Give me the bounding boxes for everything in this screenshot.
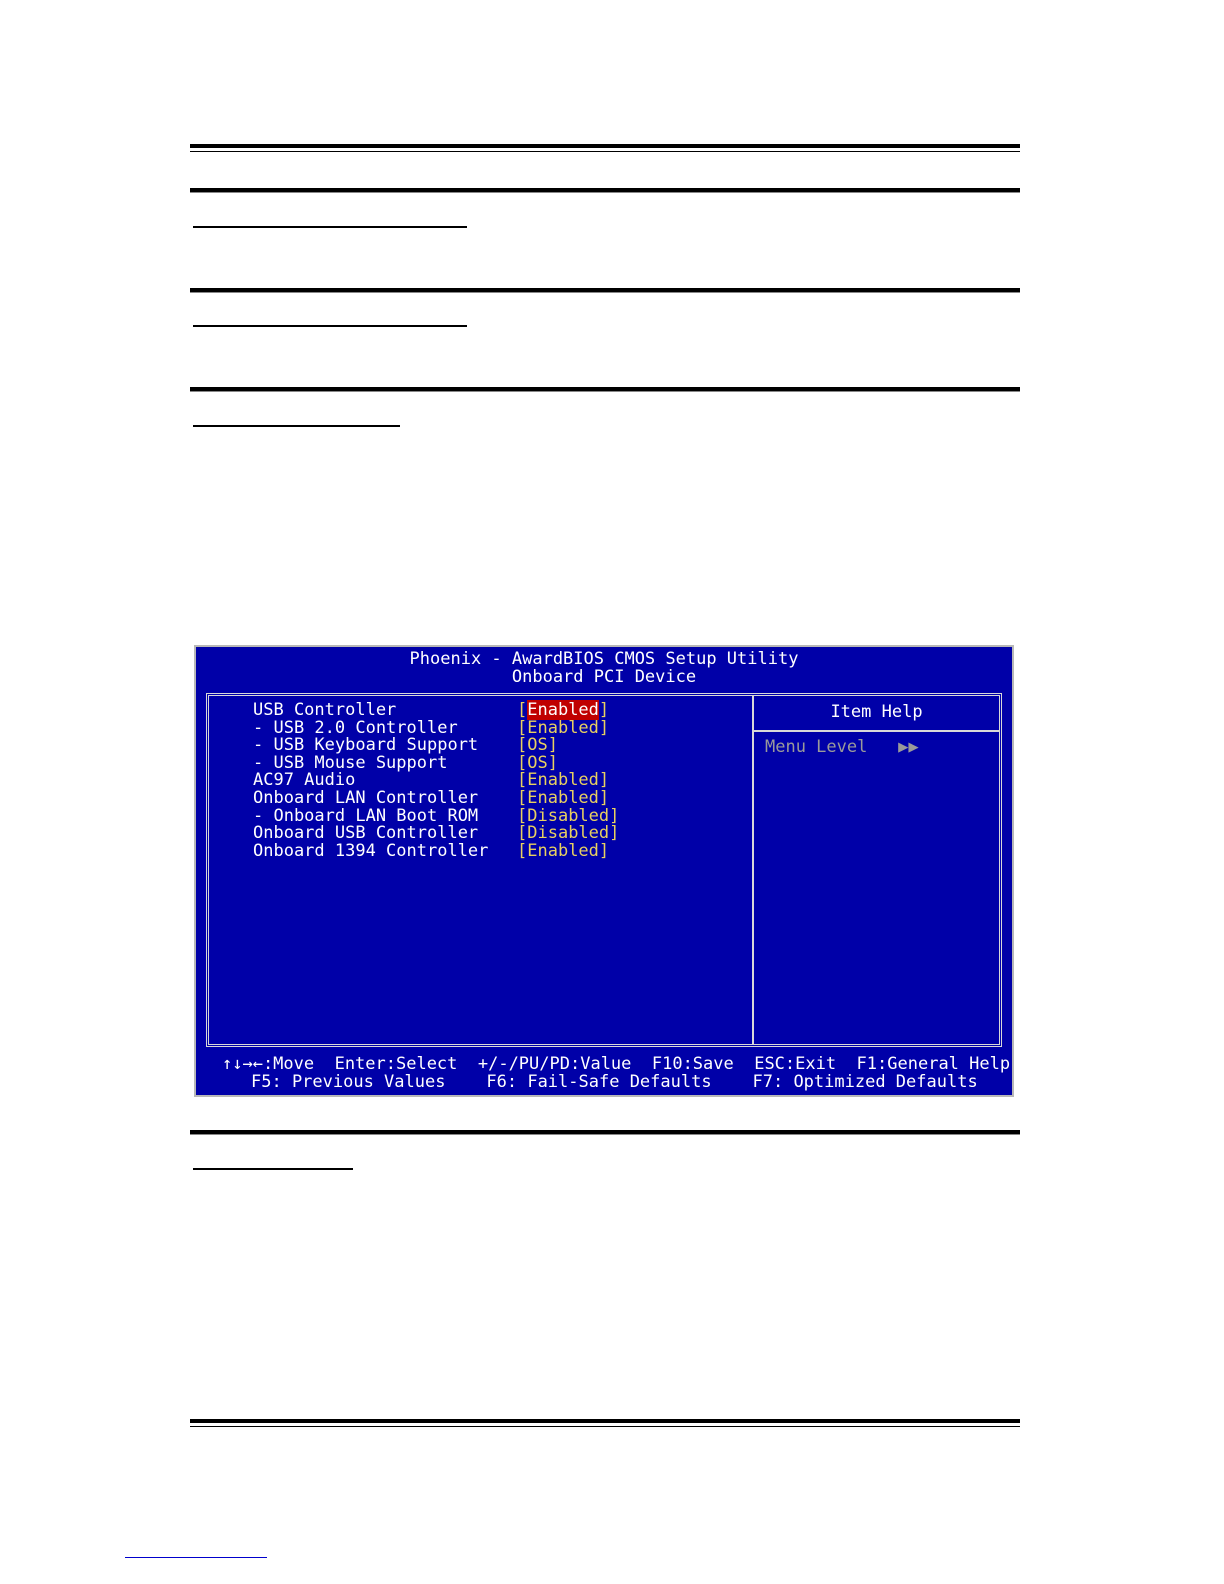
setting-value[interactable]: [OS] bbox=[517, 752, 558, 773]
setting-value-text: Enabled bbox=[527, 717, 599, 738]
setting-label: Onboard USB Controller bbox=[253, 823, 479, 844]
item-help-heading: Item Help bbox=[830, 702, 923, 722]
setting-value[interactable]: [Enabled] bbox=[517, 700, 610, 720]
setting-label: - USB Keyboard Support bbox=[253, 735, 479, 756]
setting-label: - USB Mouse Support bbox=[253, 752, 448, 773]
setting-label: Onboard 1394 Controller bbox=[253, 840, 489, 861]
bios-screenshot bbox=[194, 645, 1014, 1097]
setting-value[interactable]: [Disabled] bbox=[517, 805, 620, 826]
bios-footer-keys: ↑↓→←:Move Enter:Select +/-/PU/PD:Value F10:Save ESC:Exit F1:General Help bbox=[222, 1054, 1011, 1074]
setting-label: - Onboard LAN Boot ROM bbox=[253, 805, 479, 826]
bios-subtitle: Onboard PCI Device bbox=[511, 667, 697, 687]
setting-value-text: OS bbox=[527, 735, 548, 756]
bios-main-panel bbox=[206, 693, 1002, 1047]
underline-4 bbox=[193, 1168, 353, 1170]
footer-link-underline bbox=[125, 1557, 267, 1558]
setting-value-text: Disabled bbox=[527, 805, 610, 826]
setting-value[interactable]: [Enabled] bbox=[517, 717, 610, 738]
help-separator bbox=[754, 730, 999, 732]
section-rule-1 bbox=[190, 188, 1020, 193]
underline-2 bbox=[193, 325, 467, 327]
bios-footer-defaults: F5: Previous Values F6: Fail-Safe Defaults F7: Optimized Defaults bbox=[251, 1072, 978, 1092]
setting-value[interactable]: [Enabled] bbox=[517, 787, 610, 808]
setting-value-text: Enabled bbox=[527, 787, 599, 808]
setting-value-text: OS bbox=[527, 752, 548, 773]
bios-title: Phoenix - AwardBIOS CMOS Setup Utility bbox=[409, 649, 799, 669]
setting-value[interactable]: [Enabled] bbox=[517, 840, 610, 861]
setting-value-text: Enabled bbox=[527, 840, 599, 861]
section-rule-3 bbox=[190, 387, 1020, 392]
setting-label: AC97 Audio bbox=[253, 770, 356, 791]
setting-value-text: Enabled bbox=[527, 770, 599, 791]
header-double-rule bbox=[190, 144, 1020, 152]
underline-1 bbox=[193, 226, 467, 228]
menu-level-label: Menu Level bbox=[765, 737, 868, 757]
setting-value[interactable]: [OS] bbox=[517, 735, 558, 756]
underline-3 bbox=[193, 425, 400, 427]
setting-label: - USB 2.0 Controller bbox=[253, 717, 458, 738]
panel-divider bbox=[752, 696, 754, 1044]
menu-level-arrows-icon: ▶▶ bbox=[898, 737, 919, 757]
setting-value-text: Enabled bbox=[527, 700, 599, 720]
footer-double-rule bbox=[190, 1419, 1020, 1427]
section-rule-2 bbox=[190, 288, 1020, 293]
section-rule-4 bbox=[190, 1130, 1020, 1135]
setting-label: Onboard LAN Controller bbox=[253, 787, 479, 808]
menu-level bbox=[765, 737, 919, 757]
setting-label: USB Controller bbox=[253, 700, 397, 720]
setting-value-text: Disabled bbox=[527, 823, 610, 844]
setting-value[interactable]: [Disabled] bbox=[517, 823, 620, 844]
setting-value[interactable]: [Enabled] bbox=[517, 770, 610, 791]
